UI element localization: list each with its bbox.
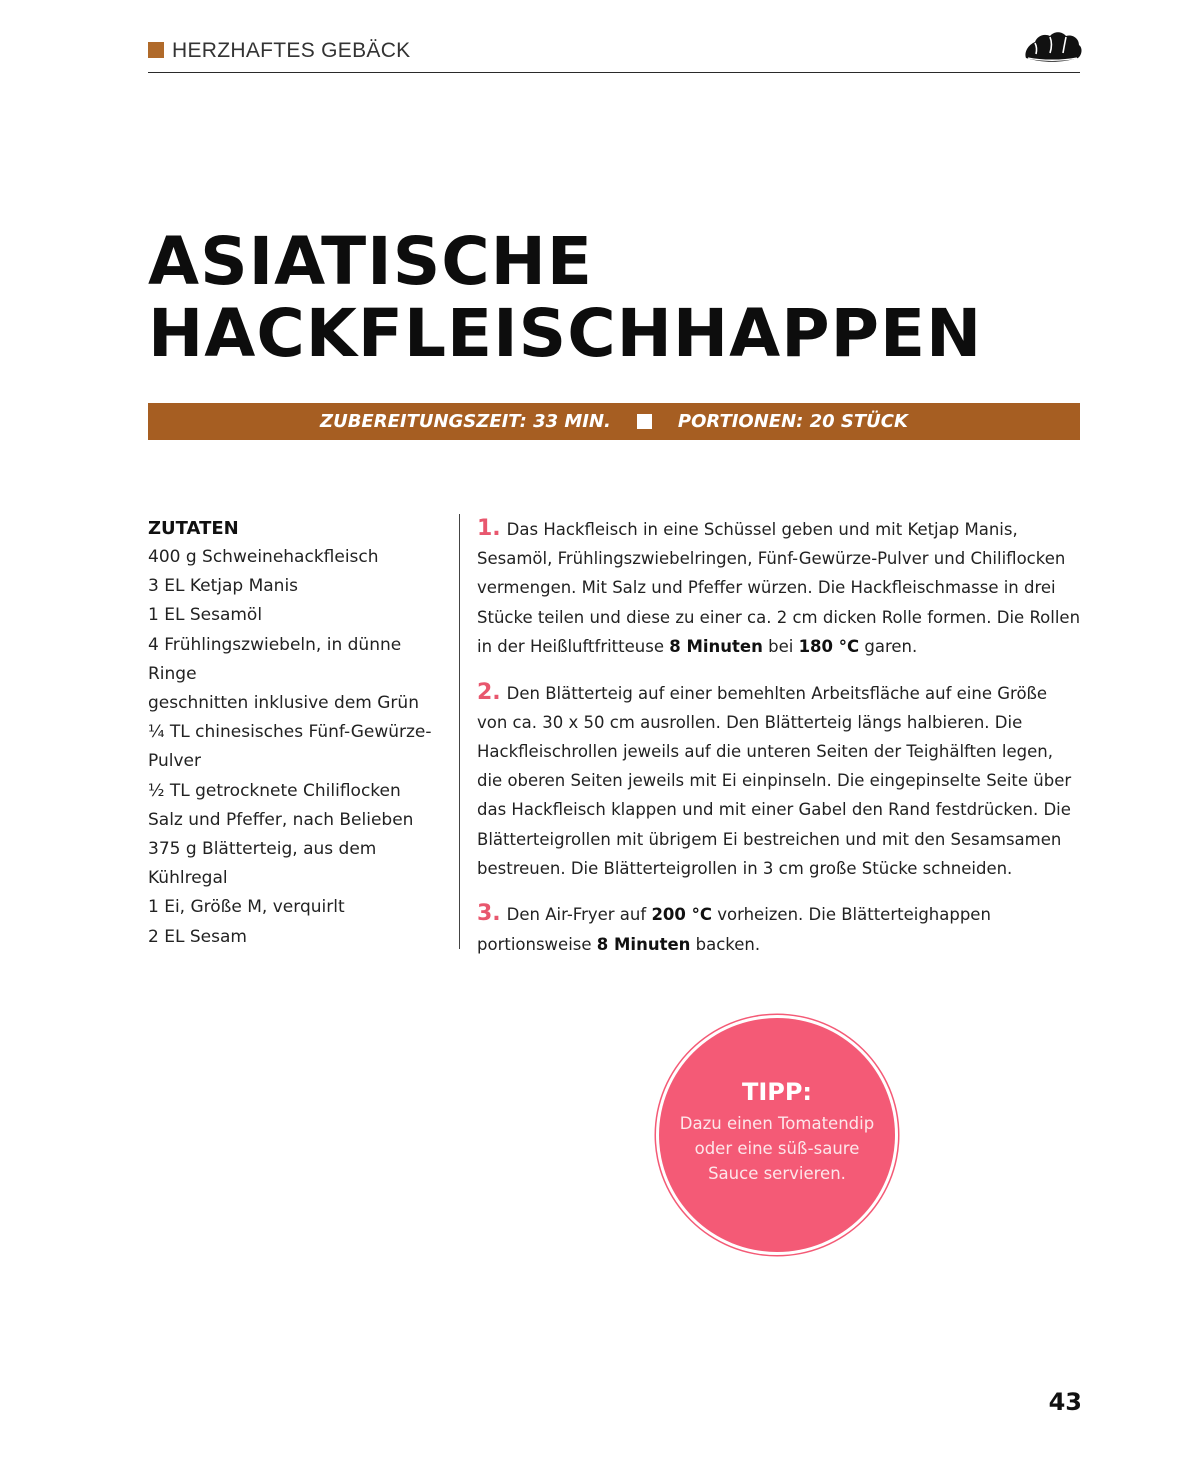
ingredient-item: 375 g Blätterteig, aus dem Kühlregal	[148, 839, 377, 889]
step-text: Den Blätterteig auf einer bemehlten Arbeitsfläche auf eine Größe von ca. 30 x 50 cm ausrollen. Den Blätterteig längs halbieren. Die Hackfleischrollen jeweils auf die unteren Seiten der Teighälften legen, die oberen Seiten jeweils mit Ei einpinseln. Die eingepinselte Seite über das Hackfleisch klappen und mit einer Gabel den Rand festdrücken. Die Blätterteigrollen mit übrigem Ei bestreichen und mit den Sesamsamen bestreuen. Die Blätterteigrollen in 3 cm große Stücke schneiden.	[477, 683, 1072, 878]
ingredient-item: 3 EL Ketjap Manis	[148, 576, 299, 597]
page-number: 43	[1048, 1388, 1082, 1416]
info-separator	[637, 414, 652, 429]
ingredient-item: 1 Ei, Größe M, verquirlt	[148, 897, 345, 918]
recipe-title	[148, 223, 1088, 372]
portions: PORTIONEN: 20 STÜCK	[677, 411, 908, 432]
step-number: 3.	[477, 901, 501, 927]
section-header	[148, 36, 1080, 73]
tip-title: TIPP:	[741, 1078, 813, 1106]
recipe-title-line-2: HACKFLEISCHHAPPEN	[148, 295, 983, 372]
step-emphasis: 200 °C	[651, 905, 712, 925]
ingredient-item: ½ TL getrocknete Chiliflocken	[148, 780, 401, 801]
ingredient-item: 1 EL Sesamöl	[148, 605, 263, 626]
step-text: Das Hackfleisch in eine Schüssel geben und mit Ketjap Manis, Sesamöl, Frühlingszwiebelringen, Fünf-Gewürze-Pulver und Chiliflocken vermengen. Mit Salz und Pfeffer würzen. Die Hackfleischmasse in drei Stücke teilen und diese zu einer ca. 2 cm dicken Rolle formen. Die Rollen in der Heißluftfritteuse	[477, 520, 1081, 656]
ingredients-heading: ZUTATEN	[148, 518, 239, 539]
step-text: bei	[762, 636, 799, 656]
step-emphasis: 8 Minuten	[669, 636, 763, 656]
preparation-steps	[477, 514, 1082, 974]
step-2	[477, 678, 1082, 883]
tip-badge	[659, 1018, 895, 1252]
step-emphasis: 180 °C	[798, 636, 860, 656]
section-marker	[148, 42, 164, 58]
ingredient-item: 4 Frühlingszwiebeln, in dünne Ringe geschnitten inklusive dem Grün	[148, 634, 419, 714]
recipe-title-line-1: ASIATISCHE	[148, 223, 593, 300]
pastry-icon	[1022, 28, 1084, 68]
step-text: backen.	[690, 934, 761, 954]
step-1	[477, 514, 1082, 661]
ingredients-list	[148, 514, 453, 952]
step-emphasis: 8 Minuten	[596, 934, 691, 954]
step-text: vorheizen. Die Blätterteighappen portionsweise	[477, 905, 991, 954]
step-number: 1.	[477, 516, 501, 541]
step-3	[477, 899, 1082, 958]
step-number: 2.	[477, 679, 501, 705]
ingredient-item: ¼ TL chinesisches Fünf-Gewürze- Pulver	[148, 722, 432, 772]
section-title: HERZHAFTES GEBÄCK	[172, 39, 411, 62]
ingredient-item: 2 EL Sesam	[148, 926, 247, 947]
recipe-info-bar	[148, 403, 1080, 440]
ingredient-item: 400 g Schweinehackfleisch	[148, 547, 379, 567]
step-text: Den Air-Fryer auf	[506, 905, 652, 925]
column-divider	[459, 514, 460, 949]
prep-time: ZUBEREITUNGSZEIT: 33 MIN.	[320, 411, 611, 432]
tip-text: Dazu einen Tomatendip oder eine süß-saure Sauce servieren.	[679, 1114, 875, 1183]
ingredient-item: Salz und Pfeffer, nach Belieben	[148, 809, 414, 830]
step-text: garen.	[859, 636, 918, 656]
